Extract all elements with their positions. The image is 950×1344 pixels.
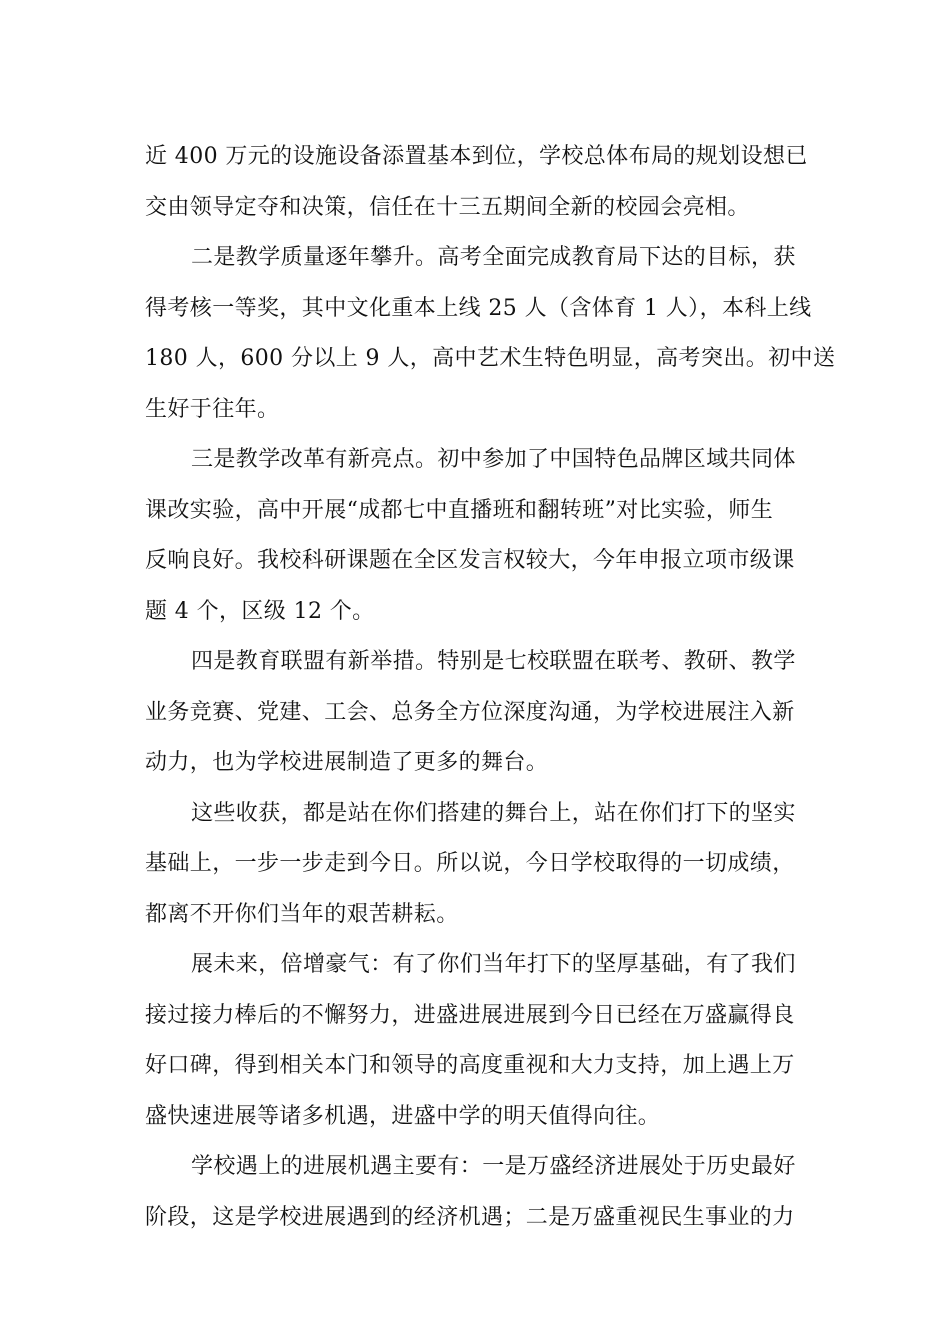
text-line: 交由领导定夺和决策，信任在十三五期间全新的校园会亮相。 <box>145 194 750 220</box>
text-line: 基础上，一步一步走到今日。所以说，今日学校取得的一切成绩， <box>145 851 795 876</box>
text-line: 近 400 万元的设施设备添置基本到位，学校总体布局的规划设想已 <box>145 144 808 169</box>
paragraph-first-line: 这些收获，都是站在你们搭建的舞台上，站在你们打下的坚实 <box>191 800 796 826</box>
text-line: 题 4 个，区级 12 个。 <box>145 598 375 624</box>
paragraph-first-line: 四是教育联盟有新举措。特别是七校联盟在联考、教研、教学 <box>191 649 796 674</box>
text-line: 课改实验，高中开展“成都七中直播班和翻转班”对比实验，师生 <box>145 497 774 523</box>
paragraph-first-line: 展未来，倍增豪气：有了你们当年打下的坚厚基础，有了我们 <box>191 952 796 977</box>
text-line: 生好于往年。 <box>145 396 280 422</box>
text-line: 180 人，600 分以上 9 人，高中艺术生特色明显，高考突出。初中送 <box>145 346 836 371</box>
paragraph-first-line: 二是教学质量逐年攀升。高考全面完成教育局下达的目标，获 <box>191 245 796 270</box>
paragraph-first-line: 学校遇上的进展机遇主要有：一是万盛经济进展处于历史最好 <box>191 1154 796 1179</box>
text-line: 好口碑，得到相关本门和领导的高度重视和大力支持，加上遇上万 <box>145 1053 795 1078</box>
text-line: 接过接力棒后的不懈努力，进盛进展进展到今日已经在万盛赢得良 <box>145 1002 795 1028</box>
document-body <box>145 132 836 1243</box>
text-line: 阶段，这是学校进展遇到的经济机遇；二是万盛重视民生事业的力 <box>145 1204 795 1230</box>
text-line: 动力，也为学校进展制造了更多的舞台。 <box>145 750 549 775</box>
text-line: 反响良好。我校科研课题在全区发言权较大，今年申报立项市级课 <box>145 548 795 573</box>
text-line: 得考核一等奖，其中文化重本上线 25 人（含体育 1 人），本科上线 <box>145 295 812 321</box>
paragraph-first-line: 三是教学改革有新亮点。初中参加了中国特色品牌区域共同体 <box>191 447 796 472</box>
text-line: 盛快速进展等诸多机遇，进盛中学的明天值得向往。 <box>145 1103 661 1129</box>
text-line: 业务竞赛、党建、工会、总务全方位深度沟通，为学校进展注入新 <box>145 699 795 725</box>
text-line: 都离不开你们当年的艰苦耕耘。 <box>145 901 459 927</box>
